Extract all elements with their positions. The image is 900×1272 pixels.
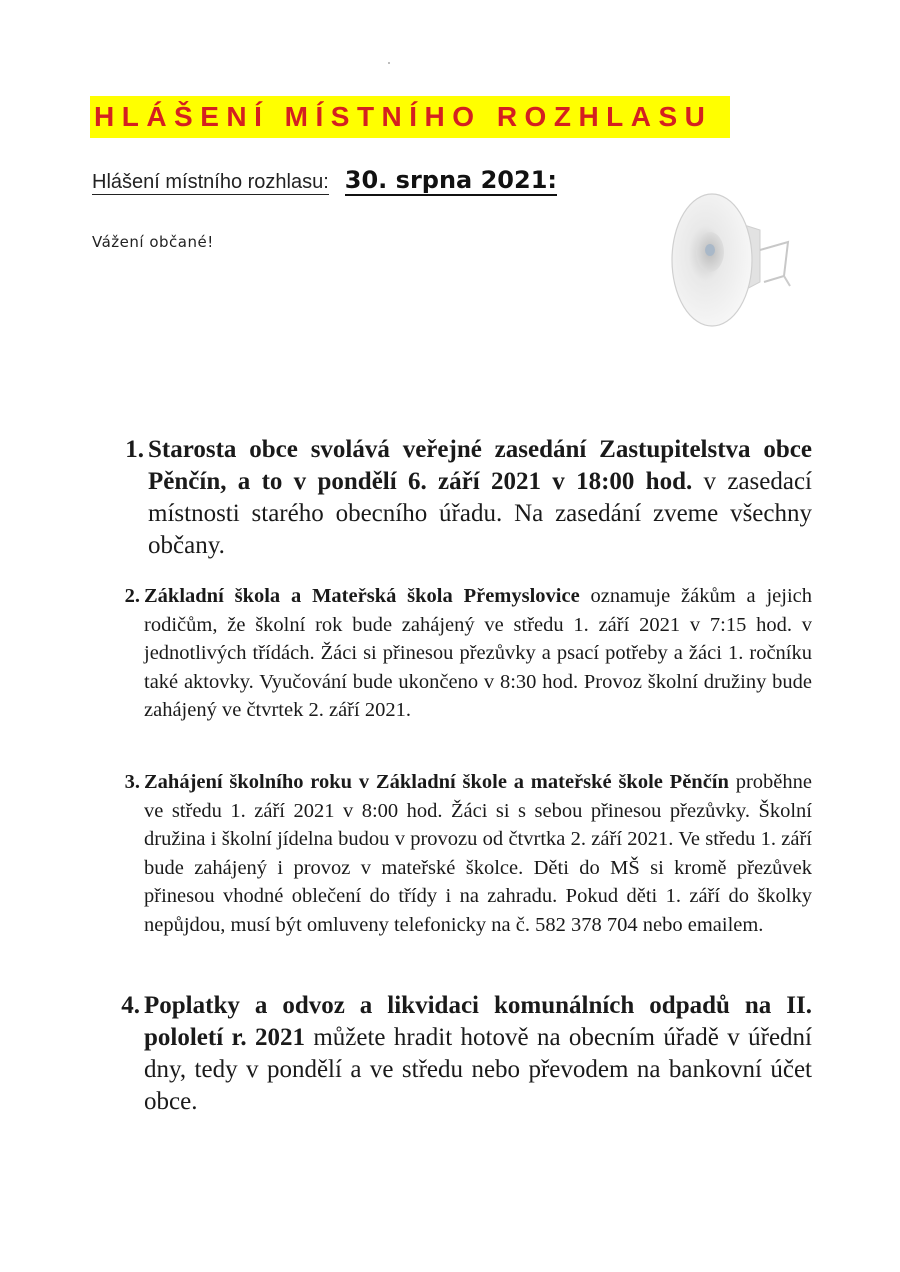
list-item-text	[144, 582, 812, 725]
list-item-number: 3.	[124, 771, 140, 793]
list-item-text	[148, 434, 812, 562]
list-item-number: 1.	[125, 436, 144, 463]
list-item-number: 2.	[124, 585, 140, 607]
list-item-plain-text: oznamuje žákům a jejich rodičům, že školní rok bude zahájený ve středu 1. září 2021 v 7:15 hod. v jednotlivých třídách. Žáci si přinesou přezůvky a psací potřeby a žáci 1. ročníku také aktovky. Vyučování bude ukončeno v 8:30 hod. Provoz školní družiny bude zahájený ve čtvrtek 2. září 2021.	[144, 585, 812, 722]
megaphone-icon	[660, 190, 800, 340]
announcement-date-line	[92, 166, 557, 194]
list-item-text	[144, 990, 812, 1118]
list-item-bold-text: Poplatky a odvoz a likvidaci komunálních odpadů na II. pololetí r. 2021	[144, 992, 812, 1051]
list-item-plain-text: proběhne ve středu 1. září 2021 v 8:00 hod. Žáci si s sebou přinesou přezůvky. Školní družina i školní jídelna budou v provozu od čtvrtka 2. září 2021. Ve středu 1. září bude zahájený i provoz v mateřské školce. Děti do MŠ si kromě přezůvek přinesou vhodné oblečení do třídy i na zahradu. Pokud děti 1. září do školky nepůjdou, musí být omluveny telefonicky na č. 582 378 704 nebo emailem.	[144, 771, 812, 936]
list-item-bold-text: Základní škola a Mateřská škola Přemyslovice	[144, 585, 580, 607]
announcement-date: 30. srpna 2021:	[344, 166, 557, 194]
list-item-bold-text: Zahájení školního roku v Základní škole a mateřské škole Pěnčín	[144, 771, 729, 793]
list-item-bold-text: Starosta obce svolává veřejné zasedání Zastupitelstva obce Pěnčín, a to v pondělí 6. září 2021 v 18:00 hod.	[148, 436, 812, 495]
page-title-banner: HLÁŠENÍ MÍSTNÍHO ROZHLASU	[90, 96, 730, 138]
list-item-number: 4.	[121, 992, 140, 1019]
list-item-text	[144, 768, 812, 940]
greeting: Vážení občané!	[92, 233, 214, 251]
scan-speck	[388, 62, 390, 64]
list-item-plain-text: můžete hradit hotově na obecním úřadě v úřední dny, tedy v pondělí a ve středu nebo převodem na bankovní účet obce.	[144, 1024, 812, 1115]
announcement-label: Hlášení místního rozhlasu:	[92, 171, 329, 193]
list-item-plain-text: v zasedací místnosti starého obecního úřadu. Na zasedání zveme všechny občany.	[148, 468, 813, 559]
